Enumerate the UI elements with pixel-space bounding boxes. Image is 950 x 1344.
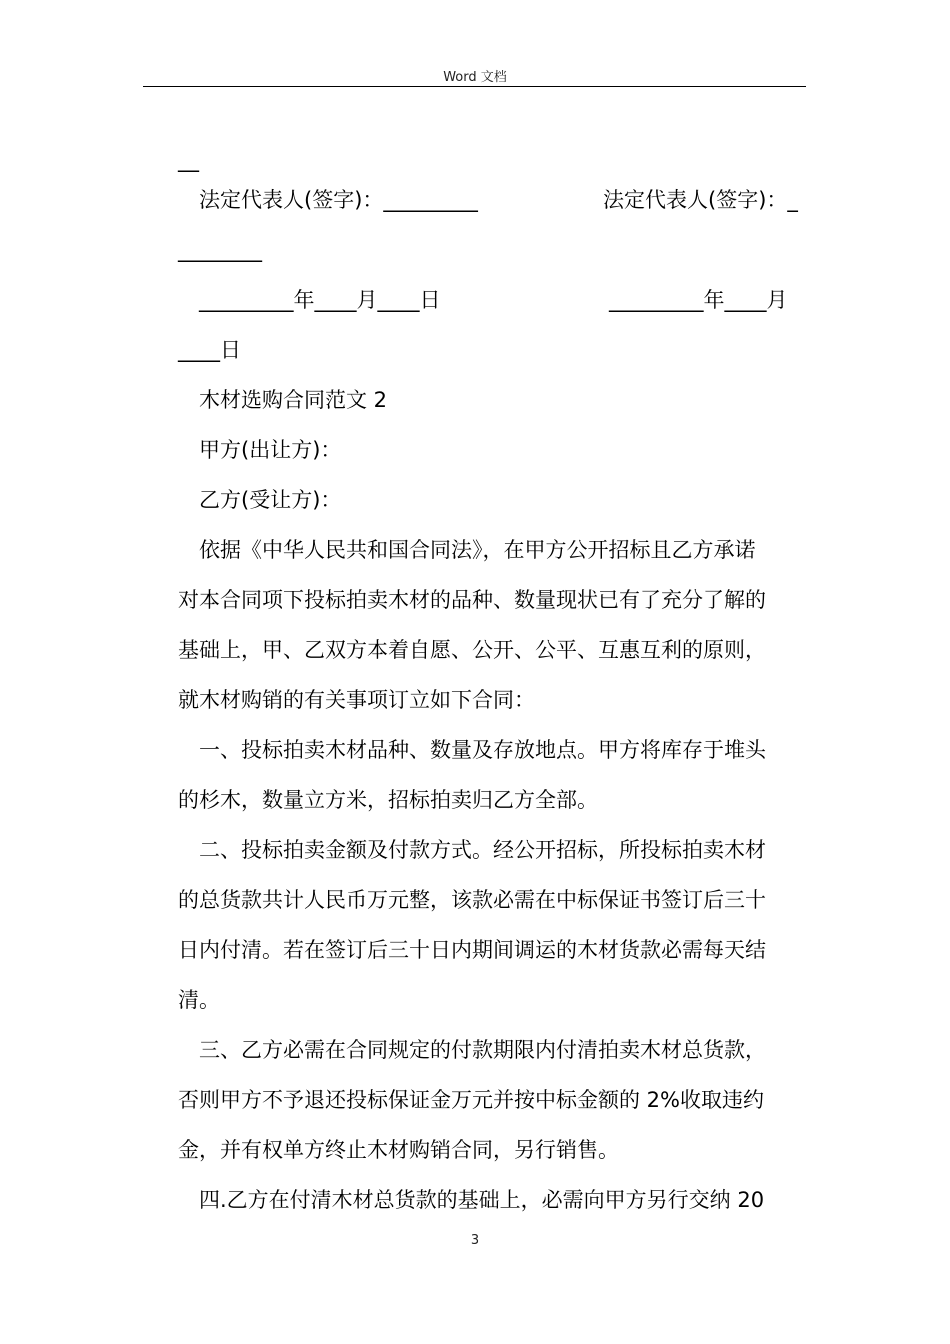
party-b-date: _________年____月 xyxy=(609,288,788,312)
clause-3-line: 金，并有权单方终止木材购销合同，另行销售。 xyxy=(178,1138,619,1162)
party-b-representative-signature: 法定代表人(签字)：_ xyxy=(603,188,798,212)
party-a-date: _________年____月____日 xyxy=(199,288,441,312)
clause-2-line: 清。 xyxy=(178,988,220,1012)
page-number: 3 xyxy=(470,1233,480,1248)
intro-line: 基础上，甲、乙双方本着自愿、公开、公平、互惠互利的原则， xyxy=(178,638,766,662)
clause-3-line: 三、乙方必需在合同规定的付款期限内付清拍卖木材总货款， xyxy=(199,1038,766,1062)
party-b-label: 乙方(受让方)： xyxy=(199,488,342,512)
header-divider xyxy=(143,86,806,87)
clause-1-line: 的杉木，数量立方米，招标拍卖归乙方全部。 xyxy=(178,788,598,812)
intro-line: 对本合同项下投标拍卖木材的品种、数量现状已有了充分了解的 xyxy=(178,588,766,612)
intro-line: 就木材购销的有关事项订立如下合同： xyxy=(178,688,535,712)
page-header: Word 文档 xyxy=(443,70,507,85)
clause-1-line: 一、投标拍卖木材品种、数量及存放地点。甲方将库存于堆头 xyxy=(199,738,766,762)
party-b-date-continuation: ____日 xyxy=(178,338,241,362)
party-a-label: 甲方(出让方)： xyxy=(199,438,342,462)
clause-2-line: 的总货款共计人民币万元整，该款必需在中标保证书签订后三十 xyxy=(178,888,766,912)
signature-dash-line: __ xyxy=(178,148,199,172)
contract-title: 木材选购合同范文 2 xyxy=(199,388,388,412)
clause-2-line: 二、投标拍卖金额及付款方式。经公开招标，所投标拍卖木材 xyxy=(199,838,766,862)
clause-4-line: 四.乙方在付清木材总货款的基础上，必需向甲方另行交纳 20 xyxy=(199,1188,765,1212)
party-b-signature-continuation: ________ xyxy=(178,238,262,262)
intro-line: 依据《中华人民共和国合同法》，在甲方公开招标且乙方承诺 xyxy=(199,538,756,562)
clause-2-line: 日内付清。若在签订后三十日内期间调运的木材货款必需每天结 xyxy=(178,938,766,962)
clause-3-line: 否则甲方不予退还投标保证金万元并按中标金额的 2%收取违约 xyxy=(178,1088,764,1112)
party-a-representative-signature: 法定代表人(签字)：_________ xyxy=(199,188,478,212)
